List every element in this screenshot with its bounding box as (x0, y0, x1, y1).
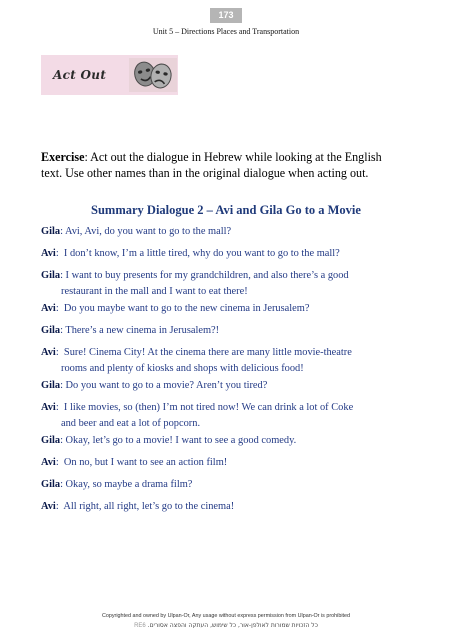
speaker-separator: : (55, 303, 59, 314)
dialogue-text: Okay, so maybe a drama film? (62, 479, 193, 490)
footer-code: RE6 (134, 623, 146, 629)
dialogue-line (41, 268, 413, 299)
dialogue-text: Sure! Cinema City! At the cinema there are many little movie-theatre (58, 347, 352, 358)
dialogue-line (41, 246, 413, 262)
speaker-separator: : (55, 457, 59, 468)
dialogue-line (41, 433, 413, 449)
dialogue-text: I don’t know, I’m a little tired, why do you want to go to the mall? (58, 248, 340, 259)
dialogue-text: All right, all right, let’s go to the cinema! (58, 501, 235, 512)
speaker-name: Avi (41, 402, 56, 413)
act-out-label: Act Out (53, 68, 107, 82)
act-out-banner (41, 55, 178, 95)
dialogue-line (41, 378, 413, 394)
unit-header: Unit 5 – Directions Places and Transportation (152, 27, 300, 36)
speaker-name: Avi (41, 501, 56, 512)
footer-hebrew-notice (0, 622, 452, 629)
dialogue-text-continued: restaurant in the mall and I want to eat there! (61, 285, 248, 297)
speaker-separator: : (60, 270, 63, 281)
exercise-text: : Act out the dialogue in Hebrew while looking at the English text. Use other names than in the original dialogue when acting out. (41, 150, 382, 180)
dialogue-line (41, 499, 413, 515)
dialogue-text: Okay, let’s go to a movie! I want to see a good comedy. (62, 435, 297, 446)
summary-dialogue-title: Summary Dialogue 2 – Avi and Gila Go to a Movie (91, 203, 361, 217)
speaker-name: Gila (41, 226, 61, 237)
dialogue-text: Do you maybe want to go to the new cinema in Jerusalem? (58, 303, 310, 314)
footer-hebrew-text: כל הזכויות שמורות לאולפן-אור, כל שימוש, העתקה והפצה אסורים. (147, 622, 318, 629)
exercise-instructions (41, 149, 391, 181)
dialogue-text: Avi, Avi, do you want to go to the mall? (62, 226, 232, 237)
speaker-separator: : (55, 248, 59, 259)
dialogue-line (41, 224, 413, 240)
dialogue-text: I want to buy presents for my grandchildren, and also there’s a good (62, 270, 349, 281)
dialogue-text-continued: and beer and eat a lot of popcorn. (61, 417, 201, 429)
speaker-name: Gila (41, 479, 61, 490)
dialogue-line (41, 345, 413, 376)
speaker-separator: : (60, 325, 63, 336)
footer-copyright: Copyrighted and owned by Ulpan-Or, Any usage without express permission from Ulpan-Or is prohibited (101, 613, 351, 619)
dialogue-line (41, 455, 413, 471)
speaker-name: Avi (41, 347, 56, 358)
theatre-masks-icon (129, 58, 177, 92)
speaker-separator: : (60, 479, 63, 490)
dialogue-text: There’s a new cinema in Jerusalem?! (62, 325, 220, 336)
page-number: 173 (210, 8, 242, 23)
dialogue-line (41, 477, 413, 493)
dialogue-text: Do you want to go to a movie? Aren’t you tired? (62, 380, 268, 391)
speaker-name: Gila (41, 325, 61, 336)
speaker-name: Avi (41, 248, 56, 259)
speaker-separator: : (60, 226, 63, 237)
dialogue-text-continued: rooms and plenty of kiosks and shops with delicious food! (61, 362, 304, 374)
dialogue-line (41, 301, 413, 317)
dialogue-line (41, 400, 413, 431)
speaker-name: Avi (41, 457, 56, 468)
dialogue-text: I like movies, so (then) I’m not tired now! We can drink a lot of Coke (58, 402, 354, 413)
speaker-separator: : (55, 402, 59, 413)
speaker-name: Gila (41, 270, 61, 281)
speaker-name: Gila (41, 435, 61, 446)
speaker-separator: : (55, 347, 59, 358)
speaker-separator: : (60, 435, 63, 446)
dialogue-line (41, 323, 413, 339)
speaker-name: Avi (41, 303, 56, 314)
speaker-separator: : (55, 501, 59, 512)
dialogue-text: On no, but I want to see an action film! (58, 457, 228, 468)
speaker-separator: : (60, 380, 63, 391)
exercise-label: Exercise (41, 150, 85, 164)
speaker-name: Gila (41, 380, 61, 391)
